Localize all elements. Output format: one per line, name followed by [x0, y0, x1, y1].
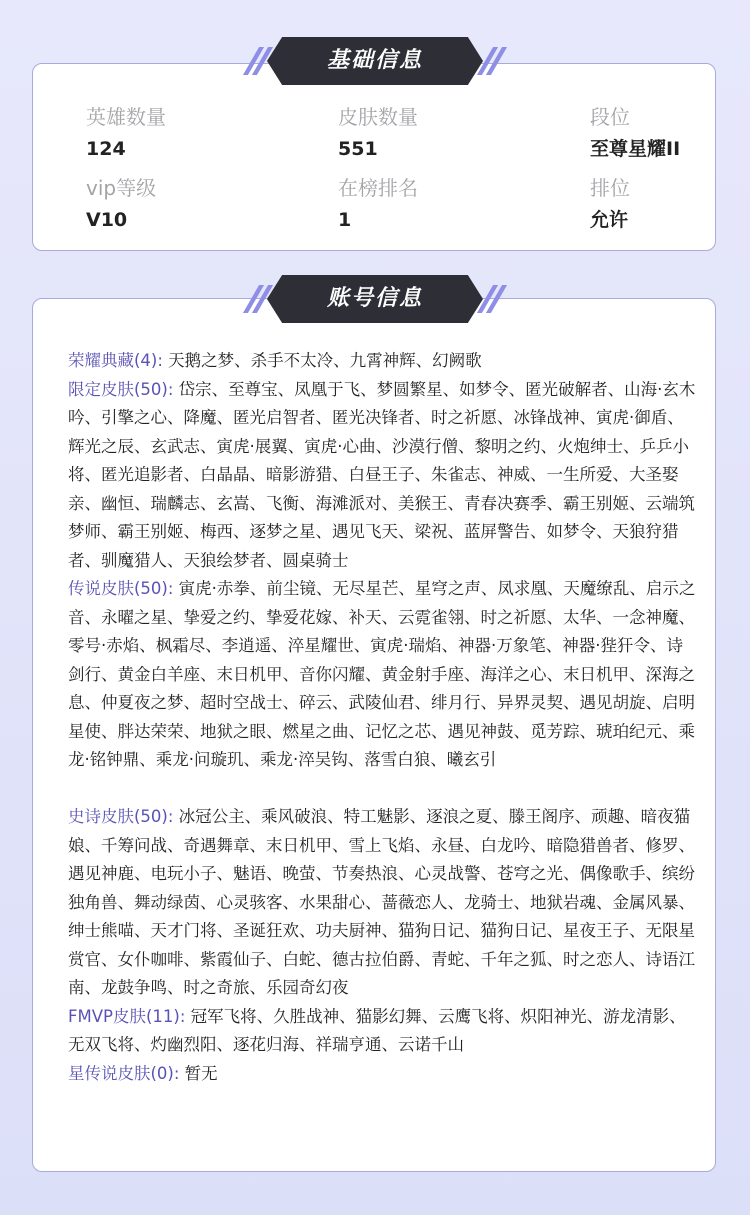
field-label: 在榜排名: [338, 176, 418, 200]
category-items: 冰冠公主、乘风破浪、特工魅影、逐浪之夏、滕王阁序、顽趣、暗夜猫娘、千筹问战、奇遇舞章、末日机甲、雪上飞焰、永昼、白龙吟、暗隐猎兽者、修罗、遇见神鹿、电玩小子、魅语、晚萤、节奏热浪、心灵战警、苍穹之光、偶像歌手、缤纷独角兽、舞动绿茵、心灵骇客、水果甜心、蔷薇恋人、龙骑士、地狱岩魂、金属风暴、绅士熊喵、天才门将、圣诞狂欢、功夫厨神、猫狗日记、猫狗日记、星夜王子、无限星赏官、女仆咖啡、紫霞仙子、白蛇、德古拉伯爵、青蛇、千年之狐、时之恋人、诗语江南、龙鼓争鸣、时之奇旅、乐园奇幻夜: [68, 807, 695, 997]
hero-count-field: [86, 104, 166, 162]
field-label: vip等级: [86, 176, 157, 200]
skin-category-star-legend: [68, 1060, 696, 1089]
skin-count-field: [338, 104, 418, 162]
skin-category-legend: [68, 575, 696, 775]
category-name: 荣耀典藏(4):: [68, 351, 163, 370]
basic-info-title: 基础信息: [326, 48, 423, 73]
field-value: 124: [86, 138, 126, 160]
field-value: V10: [86, 209, 128, 231]
category-name: 传说皮肤(50):: [68, 579, 174, 598]
leaderboard-rank-field: [338, 175, 418, 233]
skin-list: [68, 347, 696, 1088]
category-name: 星传说皮肤(0):: [68, 1063, 180, 1083]
skin-category-epic: [68, 803, 696, 1003]
category-name: 史诗皮肤(50):: [68, 807, 174, 826]
field-label: 英雄数量: [86, 105, 166, 129]
field-label: 排位: [590, 176, 630, 200]
field-label: 段位: [590, 105, 630, 129]
skin-category-honor-collection: [68, 347, 696, 376]
category-items: 寅虎·赤拳、前尘镜、无尽星芒、星穹之声、凤求凰、天魔缭乱、启示之音、永曜之星、挚爱之约、挚爱花嫁、补天、云霓雀翎、时之祈愿、太华、一念神魔、零号·赤焰、枫霜尽、李逍遥、淬星耀世、寅虎·瑞焰、神器·万象笔、神器·狴犴令、诗剑行、黄金白羊座、末日机甲、音你闪耀、黄金射手座、海洋之心、末日机甲、深海之息、仲夏夜之梦、超时空战士、碎云、武陵仙君、绯月行、异界灵契、遇见胡旋、启明星使、胖达荣荣、地狱之眼、燃星之曲、记忆之芯、遇见神鼓、觅芳踪、琥珀纪元、乘龙·铭钟鼎、乘龙·问璇玑、乘龙·淬吴钩、落雪白狼、曦玄引: [68, 579, 696, 769]
category-name: 限定皮肤(50):: [68, 379, 174, 399]
category-items: 冠军飞将、久胜战神、猫影幻舞、云鹰飞将、炽阳神光、游龙清影、无双飞将、灼幽烈阳、逐花归海、祥瑞亨通、云诺千山: [68, 1006, 686, 1054]
ranked-permission-field: [590, 175, 630, 233]
rank-tier-field: [590, 104, 680, 162]
field-label: 皮肤数量: [338, 105, 418, 129]
account-info-banner: [245, 275, 505, 323]
category-items: 岱宗、至尊宝、凤凰于飞、梦圆繁星、如梦令、匿光破解者、山海·玄木吟、引擎之心、降魔、匿光启智者、匿光决锋者、时之祈愿、冰锋战神、寅虎·御盾、辉光之辰、玄武志、寅虎·展翼、寅虎·心曲、沙漠行僧、黎明之约、火炮绅士、乒乒小将、匿光追影者、白晶晶、暗影游猎、白昼王子、朱雀志、神威、一生所爱、大圣娶亲、幽恒、瑞麟志、玄嵩、飞衡、海滩派对、美猴王、青春决赛季、霸王别姬、云端筑梦师、霸王别姬、梅西、逐梦之星、遇见飞天、梁祝、蓝屏警告、如梦令、天狼狩猎者、驯魔猎人、天狼绘梦者、圆桌骑士: [68, 379, 696, 570]
skin-category-limited: [68, 376, 696, 576]
field-value: 1: [338, 209, 352, 231]
skin-category-fmvp: [68, 1003, 696, 1060]
field-value: 至尊星耀II: [590, 138, 681, 160]
basic-info-banner: [245, 37, 505, 85]
category-name: FMVP皮肤(11):: [68, 1006, 186, 1026]
field-value: 551: [338, 138, 378, 160]
field-value: 允许: [590, 209, 629, 231]
category-items: 暂无: [179, 1063, 218, 1083]
vip-level-field: [86, 175, 156, 233]
category-items: 天鹅之梦、杀手不太冷、九霄神辉、幻阙歌: [162, 351, 482, 370]
account-info-title: 账号信息: [326, 286, 423, 311]
